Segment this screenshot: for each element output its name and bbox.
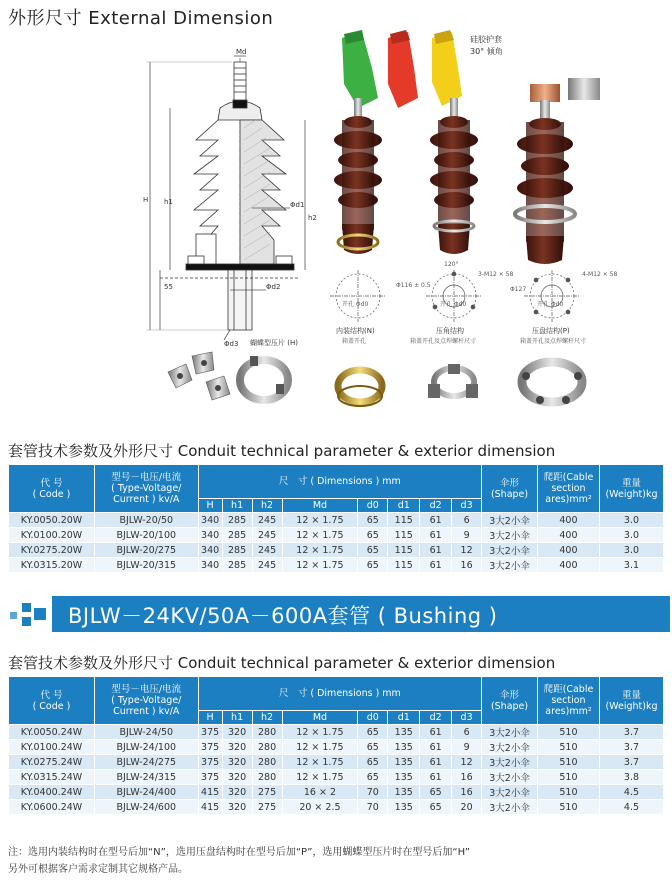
cell-weight: 3.7 — [599, 725, 663, 740]
cell-code: KY.0315.20W — [9, 558, 95, 573]
section-title-20kv: 套管技术参数及外形尺寸 Conduit technical parameter & exterior dimension — [8, 442, 556, 460]
spec-table-24kv — [8, 676, 664, 815]
cell-Md: 12 × 1.75 — [282, 558, 358, 573]
cell-H: 340 — [198, 543, 222, 558]
cell-h1: 285 — [222, 558, 252, 573]
cell-h2: 245 — [252, 513, 282, 528]
cell-d3: 12 — [452, 543, 482, 558]
label-d1: Φd1 — [290, 201, 305, 209]
th-d2: d2 — [420, 711, 452, 725]
cell-H: 375 — [198, 755, 222, 770]
cell-weight: 3.1 — [599, 558, 663, 573]
th-h2: h2 — [252, 499, 282, 513]
cell-d1: 135 — [388, 800, 420, 815]
label-angle-title: 压角结构 — [436, 327, 464, 335]
th-h2: h2 — [252, 711, 282, 725]
label-angle-sub: 箱盖开孔及点焊螺杆尺寸 — [410, 338, 477, 345]
bushing-photo-p — [515, 78, 600, 264]
cell-d2: 61 — [420, 543, 452, 558]
banner-square-icon — [10, 612, 17, 619]
footnote — [8, 844, 668, 878]
cell-weight: 4.5 — [599, 785, 663, 800]
cell-weight: 3.0 — [599, 513, 663, 528]
table-row — [9, 513, 664, 528]
th-weight: 重量 (Weight)kg — [599, 677, 663, 725]
th-shape: 伞形 (Shape) — [482, 677, 538, 725]
label-p-title: 压盘结构(P) — [532, 327, 570, 335]
cell-d1: 115 — [388, 558, 420, 573]
cell-creepage: 510 — [538, 755, 600, 770]
label-m12-p: 4-M12 × 58 — [582, 271, 618, 278]
cell-creepage: 510 — [538, 740, 600, 755]
cell-Md: 16 × 2 — [282, 785, 358, 800]
cell-d0: 65 — [358, 725, 388, 740]
cell-h2: 280 — [252, 770, 282, 785]
cell-d2: 61 — [420, 740, 452, 755]
th-h1: h1 — [222, 711, 252, 725]
cell-h1: 320 — [222, 740, 252, 755]
label-open-hole-p: 开孔 Φd0 — [537, 301, 564, 308]
table-row — [9, 543, 664, 558]
label-angle-120: 120° — [444, 261, 459, 268]
th-creepage: 爬距(Cable section ares)mm² — [538, 465, 600, 513]
cell-type: BJLW-24/100 — [94, 740, 198, 755]
cell-d3: 6 — [452, 513, 482, 528]
cell-Md: 12 × 1.75 — [282, 770, 358, 785]
hole-diagram-p — [524, 270, 580, 322]
cell-creepage: 510 — [538, 800, 600, 815]
th-Md: Md — [282, 711, 358, 725]
cell-H: 375 — [198, 725, 222, 740]
cell-h1: 285 — [222, 543, 252, 558]
cell-d1: 115 — [388, 543, 420, 558]
cell-d0: 65 — [358, 755, 388, 770]
banner-square-icon — [22, 603, 31, 612]
cell-type: BJLW-20/50 — [94, 513, 198, 528]
cell-d1: 135 — [388, 785, 420, 800]
table-row — [9, 785, 664, 800]
dimension-drawing — [0, 28, 672, 433]
th-H: H — [198, 499, 222, 513]
label-m12-angle: 3-M12 × 58 — [478, 271, 514, 278]
cell-d3: 9 — [452, 740, 482, 755]
cell-d2: 61 — [420, 770, 452, 785]
th-d1: d1 — [388, 499, 420, 513]
cell-weight: 3.8 — [599, 770, 663, 785]
cell-creepage: 510 — [538, 785, 600, 800]
th-h1: h1 — [222, 499, 252, 513]
th-d0: d0 — [358, 499, 388, 513]
bushing-photo-angle — [430, 98, 478, 254]
cell-d3: 20 — [452, 800, 482, 815]
th-type: 型号－电压/电流 ( Type-Voltage/ Current ) kv/A — [94, 677, 198, 725]
cell-type: BJLW-24/600 — [94, 800, 198, 815]
th-H: H — [198, 711, 222, 725]
table-row — [9, 755, 664, 770]
page-title: 外形尺寸 External Dimension — [8, 8, 274, 29]
cell-H: 340 — [198, 558, 222, 573]
cell-d0: 70 — [358, 800, 388, 815]
cell-type: BJLW-24/275 — [94, 755, 198, 770]
cell-Md: 12 × 1.75 — [282, 513, 358, 528]
label-butterfly: 蝴蝶型压片 (H) — [250, 339, 298, 347]
gold-ring-photo — [338, 370, 382, 406]
cell-creepage: 400 — [538, 543, 600, 558]
cell-shape: 3大2小伞 — [482, 755, 538, 770]
table-row — [9, 800, 664, 815]
label-sheath-1: 硅胶护套 — [470, 35, 502, 44]
cell-shape: 3大2小伞 — [482, 725, 538, 740]
cell-H: 415 — [198, 800, 222, 815]
cell-Md: 20 × 2.5 — [282, 800, 358, 815]
pressure-plate-photo — [522, 362, 582, 404]
cell-d3: 9 — [452, 528, 482, 543]
cell-h1: 285 — [222, 513, 252, 528]
cell-h2: 275 — [252, 785, 282, 800]
cell-code: KY.0100.24W — [9, 740, 95, 755]
th-code: 代 号 ( Code ) — [9, 677, 95, 725]
cell-h2: 275 — [252, 800, 282, 815]
footnote-line-1: 注：选用内装结构时在型号后加“N”，选用压盘结构时在型号后加“P”，选用蝴蝶型压片时在型号后加“H” — [8, 847, 470, 858]
butterfly-clamp-photos — [168, 352, 230, 400]
banner-square-icon — [22, 617, 31, 626]
cell-type: BJLW-24/50 — [94, 725, 198, 740]
cell-type: BJLW-20/100 — [94, 528, 198, 543]
cell-creepage: 400 — [538, 528, 600, 543]
cell-h2: 280 — [252, 755, 282, 770]
th-d3: d3 — [452, 499, 482, 513]
cell-code: KY.0275.20W — [9, 543, 95, 558]
hole-diagram-n — [330, 270, 386, 322]
bushing-photo-n — [334, 98, 382, 254]
cell-d3: 6 — [452, 725, 482, 740]
cell-creepage: 510 — [538, 725, 600, 740]
label-md: Md — [236, 48, 247, 56]
label-H: H — [143, 196, 149, 204]
cell-h1: 320 — [222, 785, 252, 800]
cell-code: KY.0100.20W — [9, 528, 95, 543]
cell-d1: 135 — [388, 755, 420, 770]
th-d3: d3 — [452, 711, 482, 725]
table-body-20kv — [9, 513, 664, 573]
th-d2: d2 — [420, 499, 452, 513]
cell-d0: 70 — [358, 785, 388, 800]
cell-d0: 65 — [358, 770, 388, 785]
section-title-24kv: 套管技术参数及外形尺寸 Conduit technical parameter & exterior dimension — [8, 654, 556, 672]
cell-type: BJLW-24/400 — [94, 785, 198, 800]
th-Md: Md — [282, 499, 358, 513]
label-h1: h1 — [164, 198, 173, 206]
cell-d2: 61 — [420, 725, 452, 740]
cell-creepage: 400 — [538, 558, 600, 573]
cell-type: BJLW-20/275 — [94, 543, 198, 558]
cell-d3: 12 — [452, 755, 482, 770]
cell-shape: 3大2小伞 — [482, 513, 538, 528]
cell-d2: 65 — [420, 800, 452, 815]
cell-h2: 245 — [252, 528, 282, 543]
th-dimensions: 尺 寸 ( Dimensions ) mm — [198, 677, 481, 711]
th-creepage: 爬距(Cable section ares)mm² — [538, 677, 600, 725]
cell-shape: 3大2小伞 — [482, 528, 538, 543]
cell-type: BJLW-20/315 — [94, 558, 198, 573]
cell-d0: 65 — [358, 528, 388, 543]
label-h2: h2 — [308, 214, 317, 222]
table-row — [9, 558, 664, 573]
cell-shape: 3大2小伞 — [482, 800, 538, 815]
table-body-24kv — [9, 725, 664, 815]
cell-d0: 65 — [358, 558, 388, 573]
label-open-hole-angle: 开孔 Φd0 — [440, 301, 467, 308]
cell-d3: 16 — [452, 770, 482, 785]
angle-clamp-photo — [428, 364, 478, 398]
th-shape: 伞形 (Shape) — [482, 465, 538, 513]
silicone-sheaths — [342, 30, 462, 108]
cell-d1: 115 — [388, 528, 420, 543]
cell-code: KY.0600.24W — [9, 800, 95, 815]
cell-Md: 12 × 1.75 — [282, 543, 358, 558]
cell-weight: 4.5 — [599, 800, 663, 815]
label-n-title: 内装结构(N) — [336, 327, 375, 335]
th-code: 代 号 ( Code ) — [9, 465, 95, 513]
cell-shape: 3大2小伞 — [482, 543, 538, 558]
label-55: 55 — [164, 283, 173, 291]
table-row — [9, 740, 664, 755]
cell-creepage: 510 — [538, 770, 600, 785]
cell-creepage: 400 — [538, 513, 600, 528]
label-sheath-2: 30° 倾角 — [470, 47, 503, 56]
label-open-hole-n: 开孔 Φd0 — [342, 301, 369, 308]
cell-Md: 12 × 1.75 — [282, 740, 358, 755]
cell-d0: 65 — [358, 543, 388, 558]
cell-weight: 3.0 — [599, 543, 663, 558]
cell-code: KY.0400.24W — [9, 785, 95, 800]
table-row — [9, 770, 664, 785]
th-dimensions: 尺 寸 ( Dimensions ) mm — [198, 465, 481, 499]
label-p-sub: 箱盖开孔及点焊螺杆尺寸 — [520, 338, 587, 345]
th-d1: d1 — [388, 711, 420, 725]
banner-square-icon — [34, 608, 46, 620]
cell-H: 375 — [198, 770, 222, 785]
cell-d2: 65 — [420, 785, 452, 800]
th-type: 型号－电压/电流 ( Type-Voltage/ Current ) kv/A — [94, 465, 198, 513]
cell-weight: 3.7 — [599, 740, 663, 755]
cell-weight: 3.0 — [599, 528, 663, 543]
cell-code: KY.0315.24W — [9, 770, 95, 785]
table-row — [9, 725, 664, 740]
cell-H: 415 — [198, 785, 222, 800]
cell-d1: 135 — [388, 770, 420, 785]
clamp-ring-photo — [240, 356, 288, 400]
th-weight: 重量 (Weight)kg — [599, 465, 663, 513]
cell-code: KY.0275.24W — [9, 755, 95, 770]
cell-d1: 135 — [388, 725, 420, 740]
cell-h1: 320 — [222, 725, 252, 740]
label-d127: Φ127 — [510, 286, 527, 293]
cell-h2: 245 — [252, 558, 282, 573]
cell-code: KY.0050.20W — [9, 513, 95, 528]
table-row — [9, 528, 664, 543]
label-n-sub: 箱盖开孔 — [342, 338, 367, 345]
cell-Md: 12 × 1.75 — [282, 528, 358, 543]
cell-code: KY.0050.24W — [9, 725, 95, 740]
cell-h1: 320 — [222, 800, 252, 815]
cell-shape: 3大2小伞 — [482, 785, 538, 800]
cell-shape: 3大2小伞 — [482, 558, 538, 573]
cell-weight: 3.7 — [599, 755, 663, 770]
cell-h1: 285 — [222, 528, 252, 543]
cell-d2: 61 — [420, 755, 452, 770]
cell-H: 375 — [198, 740, 222, 755]
cell-h2: 280 — [252, 725, 282, 740]
cell-shape: 3大2小伞 — [482, 740, 538, 755]
cell-d3: 16 — [452, 785, 482, 800]
label-d3: Φd3 — [224, 340, 239, 348]
cell-h2: 245 — [252, 543, 282, 558]
product-banner — [0, 596, 672, 632]
label-d2: Φd2 — [266, 283, 281, 291]
th-d0: d0 — [358, 711, 388, 725]
cell-Md: 12 × 1.75 — [282, 755, 358, 770]
label-d116: Φ116 ± 0.5 — [396, 282, 431, 289]
cell-d0: 65 — [358, 513, 388, 528]
figure-area — [0, 28, 672, 433]
cell-d1: 115 — [388, 513, 420, 528]
cell-H: 340 — [198, 528, 222, 543]
cell-h2: 280 — [252, 740, 282, 755]
cell-d2: 61 — [420, 558, 452, 573]
cell-H: 340 — [198, 513, 222, 528]
footnote-line-2: 另外可根据客户需求定制其它规格产品。 — [8, 864, 188, 875]
cell-shape: 3大2小伞 — [482, 770, 538, 785]
cell-Md: 12 × 1.75 — [282, 725, 358, 740]
cell-h1: 320 — [222, 755, 252, 770]
cell-d2: 61 — [420, 513, 452, 528]
cell-type: BJLW-24/315 — [94, 770, 198, 785]
cell-d3: 16 — [452, 558, 482, 573]
cell-h1: 320 — [222, 770, 252, 785]
banner-title: BJLW－24KV/50A－600A套管 ( Bushing ) — [68, 604, 498, 628]
cell-d2: 61 — [420, 528, 452, 543]
cell-d0: 65 — [358, 740, 388, 755]
cell-d1: 135 — [388, 740, 420, 755]
spec-table-20kv — [8, 464, 664, 573]
hole-diagram-angle — [426, 270, 482, 322]
